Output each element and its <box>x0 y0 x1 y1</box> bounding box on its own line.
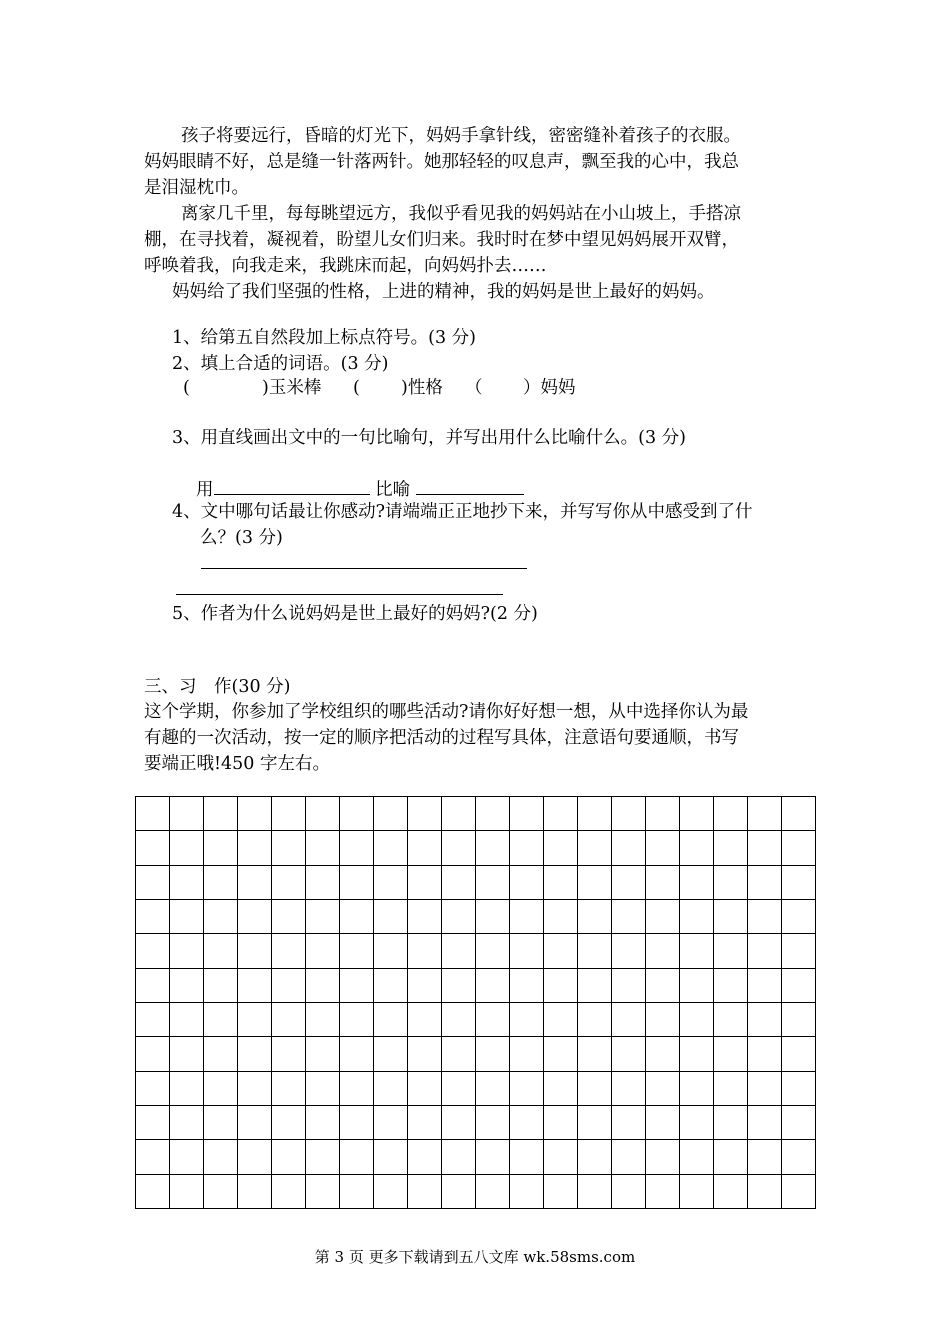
grid-row <box>136 1140 816 1174</box>
grid-cell[interactable] <box>476 1072 510 1106</box>
grid-cell[interactable] <box>782 1106 816 1140</box>
grid-cell[interactable] <box>442 1072 476 1106</box>
grid-cell[interactable] <box>272 1003 306 1037</box>
question-1: 1、给第五自然段加上标点符号。(3 分) <box>172 328 476 348</box>
grid-cell[interactable] <box>374 1175 408 1209</box>
passage-p1-line3: 是泪湿枕巾。 <box>144 178 249 198</box>
grid-cell[interactable] <box>612 969 646 1003</box>
grid-cell[interactable] <box>476 1003 510 1037</box>
grid-cell[interactable] <box>442 1175 476 1209</box>
grid-cell[interactable] <box>612 1037 646 1071</box>
grid-cell[interactable] <box>170 797 204 831</box>
grid-cell[interactable] <box>782 969 816 1003</box>
grid-row <box>136 1175 816 1209</box>
passage-p1-line1: 孩子将要远行，昏暗的灯光下，妈妈手拿针线，密密缝补着孩子的衣服。 <box>181 126 741 146</box>
q4-answer-line-2[interactable] <box>176 594 503 595</box>
grid-cell[interactable] <box>340 831 374 865</box>
grid-cell[interactable] <box>646 1140 680 1174</box>
grid-cell[interactable] <box>170 1140 204 1174</box>
grid-cell[interactable] <box>340 1037 374 1071</box>
composition-prompt-line1: 这个学期，你参加了学校组织的哪些活动?请你好好想一想，从中选择你认为最 <box>144 702 749 722</box>
grid-cell[interactable] <box>272 831 306 865</box>
grid-row <box>136 866 816 900</box>
grid-cell[interactable] <box>612 1175 646 1209</box>
question-4-line2: 么？(3 分) <box>200 528 283 548</box>
question-3: 3、用直线画出文中的一句比喻句，并写出用什么比喻什么。(3 分) <box>172 428 686 448</box>
grid-cell[interactable] <box>340 866 374 900</box>
grid-cell[interactable] <box>238 1037 272 1071</box>
composition-heading: 三、习 作(30 分) <box>144 677 291 697</box>
grid-cell[interactable] <box>374 1140 408 1174</box>
grid-cell[interactable] <box>782 1037 816 1071</box>
grid-cell[interactable] <box>680 1072 714 1106</box>
grid-cell[interactable] <box>544 1140 578 1174</box>
grid-cell[interactable] <box>374 934 408 968</box>
grid-row <box>136 1037 816 1071</box>
grid-cell[interactable] <box>272 1175 306 1209</box>
grid-cell[interactable] <box>680 866 714 900</box>
grid-cell[interactable] <box>306 1140 340 1174</box>
grid-cell[interactable] <box>136 797 170 831</box>
grid-cell[interactable] <box>782 934 816 968</box>
grid-cell[interactable] <box>714 969 748 1003</box>
q2-blank-c-open: （ <box>465 378 483 398</box>
grid-cell[interactable] <box>476 900 510 934</box>
grid-cell[interactable] <box>340 969 374 1003</box>
grid-cell[interactable] <box>578 1037 612 1071</box>
grid-cell[interactable] <box>442 866 476 900</box>
grid-cell[interactable] <box>204 900 238 934</box>
grid-row <box>136 900 816 934</box>
grid-cell[interactable] <box>272 866 306 900</box>
grid-cell[interactable] <box>714 1106 748 1140</box>
grid-cell[interactable] <box>578 900 612 934</box>
grid-row <box>136 1106 816 1140</box>
grid-cell[interactable] <box>442 969 476 1003</box>
grid-cell[interactable] <box>476 934 510 968</box>
grid-cell[interactable] <box>408 1106 442 1140</box>
grid-cell[interactable] <box>510 1106 544 1140</box>
grid-cell[interactable] <box>238 1140 272 1174</box>
grid-cell[interactable] <box>510 1175 544 1209</box>
grid-cell[interactable] <box>748 934 782 968</box>
grid-cell[interactable] <box>646 1003 680 1037</box>
grid-cell[interactable] <box>510 1037 544 1071</box>
grid-cell[interactable] <box>544 797 578 831</box>
grid-cell[interactable] <box>578 1003 612 1037</box>
grid-cell[interactable] <box>714 900 748 934</box>
grid-cell[interactable] <box>646 831 680 865</box>
grid-cell[interactable] <box>714 1037 748 1071</box>
question-2: 2、填上合适的词语。(3 分) <box>172 354 389 374</box>
q2-blank-c-label: ）妈妈 <box>523 378 576 398</box>
grid-cell[interactable] <box>748 969 782 1003</box>
grid-cell[interactable] <box>170 900 204 934</box>
grid-cell[interactable] <box>408 934 442 968</box>
grid-cell[interactable] <box>544 866 578 900</box>
grid-cell[interactable] <box>170 1037 204 1071</box>
grid-cell[interactable] <box>340 1003 374 1037</box>
grid-cell[interactable] <box>578 1175 612 1209</box>
grid-cell[interactable] <box>442 900 476 934</box>
grid-cell[interactable] <box>204 1072 238 1106</box>
grid-cell[interactable] <box>782 900 816 934</box>
grid-cell[interactable] <box>170 866 204 900</box>
grid-cell[interactable] <box>272 797 306 831</box>
grid-cell[interactable] <box>204 934 238 968</box>
grid-cell[interactable] <box>612 900 646 934</box>
grid-cell[interactable] <box>238 1003 272 1037</box>
grid-cell[interactable] <box>238 866 272 900</box>
grid-cell[interactable] <box>408 866 442 900</box>
grid-cell[interactable] <box>204 866 238 900</box>
grid-cell[interactable] <box>136 1003 170 1037</box>
q4-answer-line-1[interactable] <box>201 568 527 569</box>
grid-cell[interactable] <box>238 969 272 1003</box>
grid-cell[interactable] <box>476 1175 510 1209</box>
grid-cell[interactable] <box>646 797 680 831</box>
grid-cell[interactable] <box>544 934 578 968</box>
grid-cell[interactable] <box>612 831 646 865</box>
grid-cell[interactable] <box>680 1106 714 1140</box>
grid-cell[interactable] <box>646 969 680 1003</box>
grid-cell[interactable] <box>476 1106 510 1140</box>
grid-cell[interactable] <box>340 1175 374 1209</box>
q2-blank-a-open: ( <box>183 378 190 398</box>
grid-cell[interactable] <box>544 1072 578 1106</box>
grid-cell[interactable] <box>204 1106 238 1140</box>
grid-cell[interactable] <box>714 1175 748 1209</box>
grid-cell[interactable] <box>646 1037 680 1071</box>
grid-cell[interactable] <box>136 1140 170 1174</box>
grid-cell[interactable] <box>510 1140 544 1174</box>
grid-cell[interactable] <box>680 797 714 831</box>
grid-cell[interactable] <box>136 1106 170 1140</box>
grid-cell[interactable] <box>680 1175 714 1209</box>
grid-cell[interactable] <box>578 969 612 1003</box>
grid-cell[interactable] <box>136 866 170 900</box>
grid-cell[interactable] <box>136 1072 170 1106</box>
grid-cell[interactable] <box>748 900 782 934</box>
grid-cell[interactable] <box>374 1072 408 1106</box>
grid-cell[interactable] <box>238 934 272 968</box>
q3-compare-blank[interactable] <box>416 476 524 495</box>
grid-cell[interactable] <box>204 1003 238 1037</box>
grid-cell[interactable] <box>442 934 476 968</box>
q3-compare-label: 比喻 <box>375 480 411 500</box>
grid-cell[interactable] <box>510 1072 544 1106</box>
grid-cell[interactable] <box>782 1140 816 1174</box>
grid-cell[interactable] <box>374 831 408 865</box>
grid-cell[interactable] <box>782 866 816 900</box>
grid-cell[interactable] <box>170 1072 204 1106</box>
grid-cell[interactable] <box>476 797 510 831</box>
grid-cell[interactable] <box>612 1106 646 1140</box>
grid-cell[interactable] <box>782 1175 816 1209</box>
grid-cell[interactable] <box>680 1003 714 1037</box>
grid-cell[interactable] <box>204 797 238 831</box>
grid-cell[interactable] <box>748 1106 782 1140</box>
grid-cell[interactable] <box>442 1037 476 1071</box>
passage-p2-line1: 离家几千里，每每眺望远方，我似乎看见我的妈妈站在小山坡上，手搭凉 <box>181 204 741 224</box>
passage-p3: 妈妈给了我们坚强的性格，上进的精神，我的妈妈是世上最好的妈妈。 <box>172 282 715 302</box>
q2-blank-a-label: )玉米棒 <box>262 378 322 398</box>
grid-cell[interactable] <box>306 866 340 900</box>
composition-prompt-line2: 有趣的一次活动，按一定的顺序把活动的过程写具体，注意语句要通顺，书写 <box>144 728 739 748</box>
grid-cell[interactable] <box>476 1140 510 1174</box>
grid-cell[interactable] <box>340 900 374 934</box>
grid-cell[interactable] <box>204 831 238 865</box>
grid-cell[interactable] <box>306 1003 340 1037</box>
grid-cell[interactable] <box>204 969 238 1003</box>
grid-cell[interactable] <box>442 1003 476 1037</box>
grid-cell[interactable] <box>748 797 782 831</box>
grid-cell[interactable] <box>544 1037 578 1071</box>
grid-cell[interactable] <box>442 831 476 865</box>
q3-use-label: 用 <box>196 480 214 500</box>
grid-cell[interactable] <box>680 1140 714 1174</box>
passage-p2-line3: 呼唤着我，向我走来，我跳床而起，向妈妈扑去…… <box>144 256 547 276</box>
grid-cell[interactable] <box>306 831 340 865</box>
grid-cell[interactable] <box>306 934 340 968</box>
grid-cell[interactable] <box>408 1140 442 1174</box>
grid-cell[interactable] <box>374 797 408 831</box>
grid-cell[interactable] <box>408 1072 442 1106</box>
grid-cell[interactable] <box>374 1106 408 1140</box>
grid-cell[interactable] <box>170 1106 204 1140</box>
grid-cell[interactable] <box>714 831 748 865</box>
grid-cell[interactable] <box>544 1003 578 1037</box>
grid-cell[interactable] <box>340 1140 374 1174</box>
grid-cell[interactable] <box>714 1072 748 1106</box>
grid-cell[interactable] <box>136 934 170 968</box>
grid-cell[interactable] <box>748 1003 782 1037</box>
grid-cell[interactable] <box>374 900 408 934</box>
grid-cell[interactable] <box>612 866 646 900</box>
grid-cell[interactable] <box>238 1106 272 1140</box>
grid-cell[interactable] <box>374 866 408 900</box>
grid-cell[interactable] <box>272 1106 306 1140</box>
grid-cell[interactable] <box>646 1072 680 1106</box>
grid-cell[interactable] <box>272 934 306 968</box>
grid-cell[interactable] <box>714 797 748 831</box>
grid-cell[interactable] <box>340 934 374 968</box>
grid-cell[interactable] <box>782 1072 816 1106</box>
grid-row <box>136 1072 816 1106</box>
grid-cell[interactable] <box>646 900 680 934</box>
grid-cell[interactable] <box>272 1037 306 1071</box>
grid-cell[interactable] <box>442 797 476 831</box>
grid-cell[interactable] <box>306 1072 340 1106</box>
grid-cell[interactable] <box>646 1175 680 1209</box>
grid-cell[interactable] <box>136 1037 170 1071</box>
grid-cell[interactable] <box>748 1072 782 1106</box>
grid-cell[interactable] <box>748 1140 782 1174</box>
grid-cell[interactable] <box>612 1140 646 1174</box>
grid-cell[interactable] <box>578 1106 612 1140</box>
grid-cell[interactable] <box>408 1175 442 1209</box>
grid-cell[interactable] <box>714 1003 748 1037</box>
grid-row <box>136 969 816 1003</box>
grid-cell[interactable] <box>306 1106 340 1140</box>
grid-cell[interactable] <box>544 900 578 934</box>
grid-cell[interactable] <box>136 831 170 865</box>
grid-cell[interactable] <box>578 1072 612 1106</box>
grid-cell[interactable] <box>238 797 272 831</box>
grid-cell[interactable] <box>646 934 680 968</box>
grid-cell[interactable] <box>272 900 306 934</box>
page-footer: 第 3 页 更多下载请到五八文库 wk.58sms.com <box>314 1248 636 1266</box>
grid-cell[interactable] <box>680 900 714 934</box>
grid-cell[interactable] <box>408 1037 442 1071</box>
grid-cell[interactable] <box>374 1003 408 1037</box>
grid-cell[interactable] <box>476 866 510 900</box>
grid-cell[interactable] <box>612 797 646 831</box>
grid-cell[interactable] <box>340 1072 374 1106</box>
grid-cell[interactable] <box>238 831 272 865</box>
grid-cell[interactable] <box>680 1037 714 1071</box>
grid-cell[interactable] <box>408 969 442 1003</box>
grid-cell[interactable] <box>204 1140 238 1174</box>
grid-cell[interactable] <box>510 797 544 831</box>
grid-cell[interactable] <box>340 797 374 831</box>
grid-cell[interactable] <box>136 1175 170 1209</box>
grid-cell[interactable] <box>680 934 714 968</box>
q2-blank-b-label: )性格 <box>401 378 443 398</box>
grid-cell[interactable] <box>374 1037 408 1071</box>
grid-cell[interactable] <box>544 1106 578 1140</box>
grid-cell[interactable] <box>544 969 578 1003</box>
grid-cell[interactable] <box>340 1106 374 1140</box>
grid-cell[interactable] <box>170 831 204 865</box>
grid-cell[interactable] <box>204 1175 238 1209</box>
grid-cell[interactable] <box>408 797 442 831</box>
grid-cell[interactable] <box>782 831 816 865</box>
grid-cell[interactable] <box>578 866 612 900</box>
grid-cell[interactable] <box>680 969 714 1003</box>
grid-cell[interactable] <box>272 969 306 1003</box>
grid-cell[interactable] <box>578 797 612 831</box>
grid-cell[interactable] <box>170 969 204 1003</box>
grid-row <box>136 831 816 865</box>
grid-cell[interactable] <box>238 1175 272 1209</box>
grid-cell[interactable] <box>408 831 442 865</box>
grid-cell[interactable] <box>782 1003 816 1037</box>
grid-cell[interactable] <box>612 1003 646 1037</box>
grid-cell[interactable] <box>408 900 442 934</box>
q3-answer-line <box>196 476 524 502</box>
grid-cell[interactable] <box>136 900 170 934</box>
grid-cell[interactable] <box>680 831 714 865</box>
grid-cell[interactable] <box>272 1140 306 1174</box>
grid-cell[interactable] <box>476 831 510 865</box>
grid-cell[interactable] <box>170 1175 204 1209</box>
grid-cell[interactable] <box>714 934 748 968</box>
grid-cell[interactable] <box>476 969 510 1003</box>
grid-cell[interactable] <box>476 1037 510 1071</box>
passage-p2-line2: 棚，在寻找着，凝视着，盼望儿女们归来。我时时在梦中望见妈妈展开双臂， <box>144 230 739 250</box>
grid-cell[interactable] <box>306 900 340 934</box>
passage-p1-line2: 妈妈眼睛不好，总是缝一针落两针。她那轻轻的叹息声，飘至我的心中，我总 <box>144 152 739 172</box>
grid-cell[interactable] <box>408 1003 442 1037</box>
grid-cell[interactable] <box>510 969 544 1003</box>
grid-cell[interactable] <box>170 934 204 968</box>
grid-cell[interactable] <box>578 934 612 968</box>
grid-cell[interactable] <box>238 900 272 934</box>
grid-cell[interactable] <box>442 1140 476 1174</box>
question-4-line1: 4、文中哪句话最让你感动?请端端正正地抄下来，并写写你从中感受到了什 <box>172 502 753 522</box>
grid-cell[interactable] <box>612 934 646 968</box>
grid-cell[interactable] <box>544 1175 578 1209</box>
grid-cell[interactable] <box>748 1175 782 1209</box>
grid-cell[interactable] <box>714 866 748 900</box>
grid-cell[interactable] <box>646 1106 680 1140</box>
grid-cell[interactable] <box>442 1106 476 1140</box>
grid-cell[interactable] <box>204 1037 238 1071</box>
q3-use-blank[interactable] <box>214 476 370 495</box>
grid-cell[interactable] <box>510 934 544 968</box>
grid-cell[interactable] <box>510 866 544 900</box>
grid-cell[interactable] <box>714 1140 748 1174</box>
grid-cell[interactable] <box>578 831 612 865</box>
grid-cell[interactable] <box>306 1175 340 1209</box>
composition-prompt-line3: 要端正哦!450 字左右。 <box>144 754 330 774</box>
grid-cell[interactable] <box>748 866 782 900</box>
grid-cell[interactable] <box>374 969 408 1003</box>
grid-cell[interactable] <box>748 831 782 865</box>
grid-cell[interactable] <box>544 831 578 865</box>
grid-row <box>136 934 816 968</box>
grid-cell[interactable] <box>748 1037 782 1071</box>
question-5: 5、作者为什么说妈妈是世上最好的妈妈?(2 分) <box>172 604 538 624</box>
grid-cell[interactable] <box>612 1072 646 1106</box>
grid-cell[interactable] <box>782 797 816 831</box>
grid-cell[interactable] <box>578 1140 612 1174</box>
grid-cell[interactable] <box>510 831 544 865</box>
grid-cell[interactable] <box>646 866 680 900</box>
q2-blank-b-open: ( <box>353 378 360 398</box>
writing-grid[interactable] <box>135 796 816 1209</box>
grid-cell[interactable] <box>272 1072 306 1106</box>
grid-cell[interactable] <box>136 969 170 1003</box>
grid-row <box>136 797 816 831</box>
grid-cell[interactable] <box>306 1037 340 1071</box>
grid-cell[interactable] <box>238 1072 272 1106</box>
grid-cell[interactable] <box>306 969 340 1003</box>
grid-cell[interactable] <box>510 900 544 934</box>
grid-cell[interactable] <box>306 797 340 831</box>
grid-row <box>136 1003 816 1037</box>
grid-cell[interactable] <box>170 1003 204 1037</box>
grid-cell[interactable] <box>510 1003 544 1037</box>
